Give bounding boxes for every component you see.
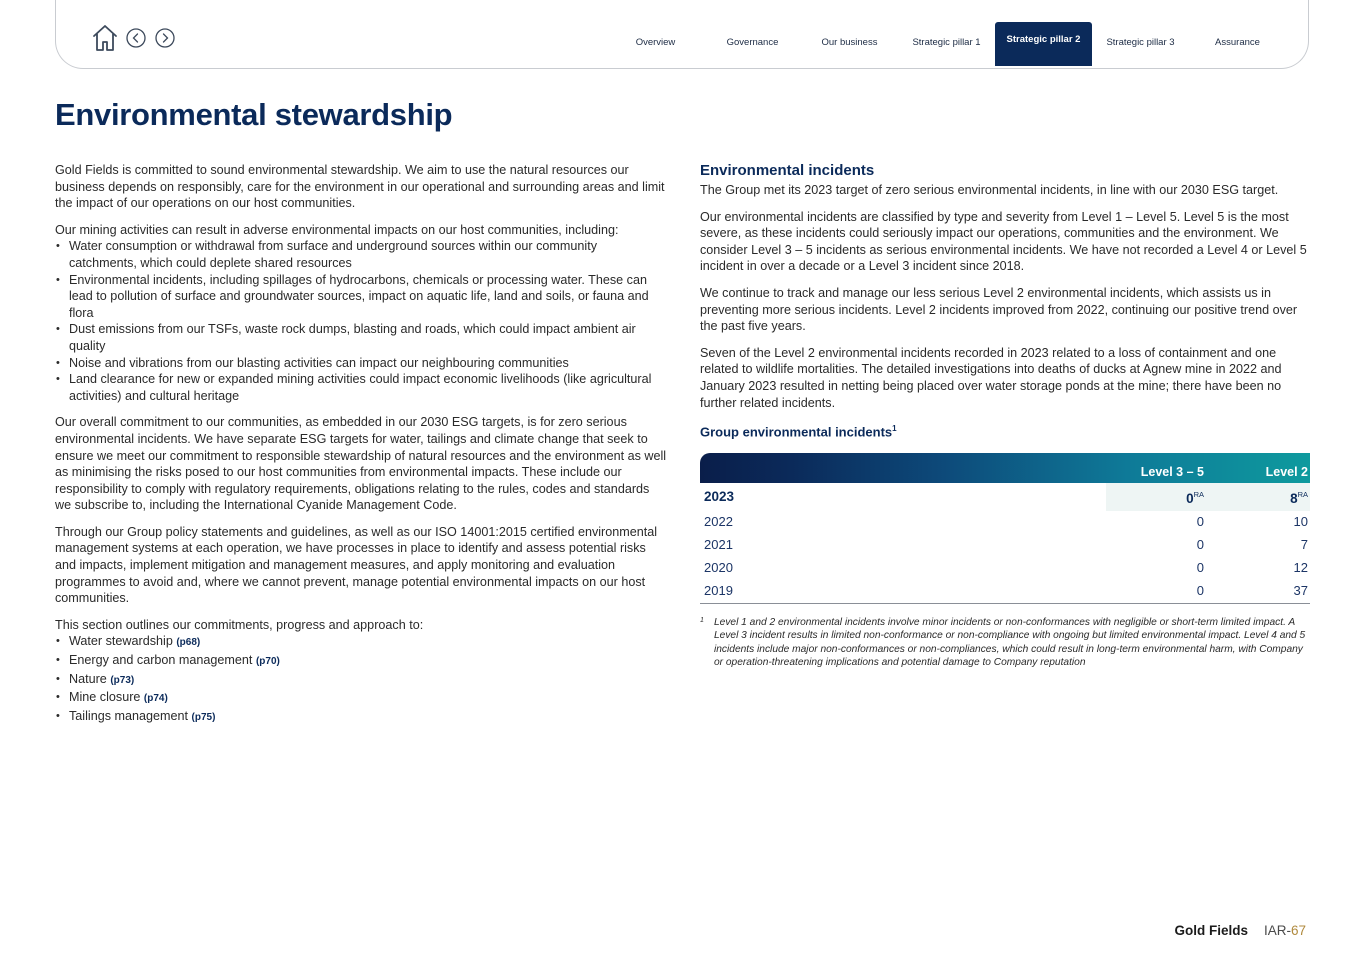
page-reference-link[interactable]: (p73) (110, 674, 135, 686)
list-item: • Environmental incidents, including spillages of hydrocarbons, chemicals or processing water. These can lead to pollution of surface and groundwater sources, impact on aquatic life, land and soils, or fauna and flora (55, 272, 667, 322)
outline-label: Nature (69, 671, 107, 686)
page-reference-link[interactable]: (p68) (176, 637, 201, 649)
list-item: • Land clearance for new or expanded mining activities could impact economic livelihoods (like agricultural activities) and cultural heritage (55, 371, 667, 404)
page-prefix: IAR- (1263, 923, 1291, 938)
level-2-cell: 7 (1300, 537, 1308, 553)
page-reference-link[interactable]: (p75) (191, 711, 216, 723)
page-number-value: 67 (1290, 923, 1306, 938)
year-cell: 2021 (704, 537, 733, 553)
table-title (700, 421, 1310, 441)
cell-value: 0 (1186, 490, 1194, 506)
reasonable-assurance-mark: RA (1297, 489, 1308, 499)
nav-icon-group (92, 24, 183, 52)
footnote-marker: 1 (700, 616, 704, 624)
level-3-5-cell (1106, 483, 1206, 511)
tab-strategic-pillar-1[interactable]: Strategic pillar 1 (912, 36, 981, 48)
impacts-list (55, 238, 667, 404)
table-title-text: Group environmental incidents (700, 424, 893, 440)
table-row (700, 511, 1310, 534)
tab-strategic-pillar-2[interactable]: Strategic pillar 2 (995, 22, 1092, 66)
cell-value: 8 (1290, 490, 1298, 506)
list-item: • Water consumption or withdrawal from surface and underground sources within our community catchments, which could deplete shared resources (55, 238, 667, 271)
column-header-level-3-5: Level 3 – 5 (1140, 464, 1204, 479)
brand-name: Gold Fields (1174, 923, 1248, 938)
table-row (700, 557, 1310, 580)
year-cell: 2020 (704, 560, 733, 576)
level-2-cell: 12 (1293, 560, 1308, 576)
list-item: • Dust emissions from our TSFs, waste rock dumps, blasting and roads, which could impact ambient air quality (55, 321, 667, 354)
outline-lead: This section outlines our commitments, progress and approach to: (55, 617, 424, 632)
outline-item-water[interactable] (55, 633, 667, 652)
page-footer (1174, 923, 1306, 938)
section-heading: Environmental incidents (700, 162, 875, 179)
level-3-5-cell: 0 (1196, 537, 1204, 553)
year-cell: 2019 (700, 580, 1106, 603)
page-reference-link[interactable]: (p74) (143, 693, 168, 705)
commitment-paragraph: Our overall commitment to our communities, as embedded in our 2030 ESG targets, is for zero serious environmental incidents. We have separate ESG targets for water, tailings and climate change that seek to ensure we meet our commitment to responsible stewardship of natural resources and the environment as well as minimising the risks posed to our host communities from environmental impacts. These include our responsibility to comply with regulatory requirements, obligations relating to the rules, codes and standards we subscribe to, including the International Cyanide Management Code. (55, 415, 667, 513)
outline-label: Water stewardship (69, 634, 173, 649)
outline-item-tailings[interactable] (55, 708, 667, 727)
incidents-paragraph-1: The Group met its 2023 target of zero serious environmental incidents, in line with our 2030 ESG target. (700, 183, 1279, 197)
outline-label: Tailings management (69, 708, 189, 723)
level-2-cell: 10 (1293, 514, 1308, 530)
reasonable-assurance-mark: RA (1193, 489, 1204, 499)
tab-overview[interactable]: Overview (635, 36, 676, 48)
level-3-5-cell: 0 (1196, 560, 1204, 576)
page-reference-link[interactable]: (p70) (255, 656, 280, 668)
year-cell: 2023 (704, 488, 735, 504)
list-item: • Noise and vibrations from our blasting activities can impact our neighbouring communities (55, 355, 667, 372)
policy-paragraph: Through our Group policy statements and guidelines, as well as our ISO 14001:2015 certified environmental management systems at each operation, we have processes in place to identify and assess potential risks and impacts, implement mitigation and management measures, and apply monitoring and evaluation programmes to avoid and, where we cannot prevent, manage potential environmental impacts on our host communities. (55, 524, 658, 606)
incidents-paragraph-2: Our environmental incidents are classified by type and severity from Level 1 – Level 5. Level 5 is the most severe, as these incidents could seriously impact our operations, communities and the environment. We consider Level 3 – 5 incidents as serious environmental incidents. We have not recorded a Level 4 or Level 5 incident in over a decade or a Level 3 incident since 2018. (700, 209, 1307, 274)
tab-our-business[interactable]: Our business (821, 36, 878, 48)
column-header-year (700, 453, 1106, 483)
outline-label: Mine closure (69, 690, 141, 705)
top-navigation-bar (55, 0, 1309, 69)
outline-item-nature[interactable] (55, 671, 667, 690)
level-3-5-cell: 0 (1196, 514, 1204, 530)
footnote-reference: 1 (892, 424, 897, 434)
table-row (700, 534, 1310, 557)
level-2-cell: 37 (1206, 580, 1310, 603)
outline-list (55, 633, 667, 726)
outline-item-mine-closure[interactable] (55, 689, 667, 708)
column-header-level-2: Level 2 (1265, 464, 1308, 479)
footnote-text: Level 1 and 2 environmental incidents involve minor incidents or non-conformances with negligible or short-term limited impact. A Level 3 incident results in limited non-conformance or non-compliance with ongoing but limited environmental impact. Level 4 and 5 incidents include major non-conformances or non-compliances, which could result in long-term environmental harm, with Company or operation-threatening implications and potential damage to Company reputation (714, 616, 1306, 669)
level-2-cell (1206, 483, 1310, 511)
chevron-left-icon[interactable] (125, 27, 147, 49)
right-column (700, 162, 1310, 670)
chevron-right-icon[interactable] (154, 27, 176, 49)
left-column (55, 162, 667, 736)
home-icon[interactable] (92, 24, 118, 52)
year-cell: 2022 (704, 514, 733, 530)
section-tabs (607, 22, 1286, 66)
tab-strategic-pillar-3[interactable]: Strategic pillar 3 (1106, 36, 1175, 48)
level-3-5-cell: 0 (1106, 580, 1206, 603)
impacts-lead: Our mining activities can result in adverse environmental impacts on our host communities, including: (55, 222, 619, 237)
intro-paragraph: Gold Fields is committed to sound environmental stewardship. We aim to use the natural resources our business depends on responsibly, care for the environment in our operational and surrounding areas and limit the impact of our operations on our host communities. (55, 163, 665, 211)
tab-assurance[interactable]: Assurance (1215, 36, 1260, 48)
table-footnote (700, 616, 1310, 670)
table-row (700, 580, 1310, 603)
incidents-table (700, 453, 1310, 604)
tab-governance[interactable]: Governance (726, 36, 779, 48)
page-title: Environmental stewardship (55, 97, 453, 132)
outline-item-energy[interactable] (55, 652, 667, 671)
table-header-row (700, 453, 1310, 483)
page-number (1264, 923, 1306, 938)
outline-label: Energy and carbon management (69, 653, 253, 668)
incidents-paragraph-3: We continue to track and manage our less serious Level 2 environmental incidents, which assists us in preventing more serious incidents. Level 2 incidents improved from 2022, continuing our positive trend over the past five years. (700, 285, 1298, 334)
incidents-paragraph-4: Seven of the Level 2 environmental incidents recorded in 2023 related to a loss of containment and one related to wildlife mortalities. The detailed investigations into deaths of ducks at Agnew mine in 2022 and January 2023 resulted in netting being placed over water storage ponds at the mine; there have been no further related incidents. (700, 345, 1282, 410)
table-row (700, 483, 1310, 511)
